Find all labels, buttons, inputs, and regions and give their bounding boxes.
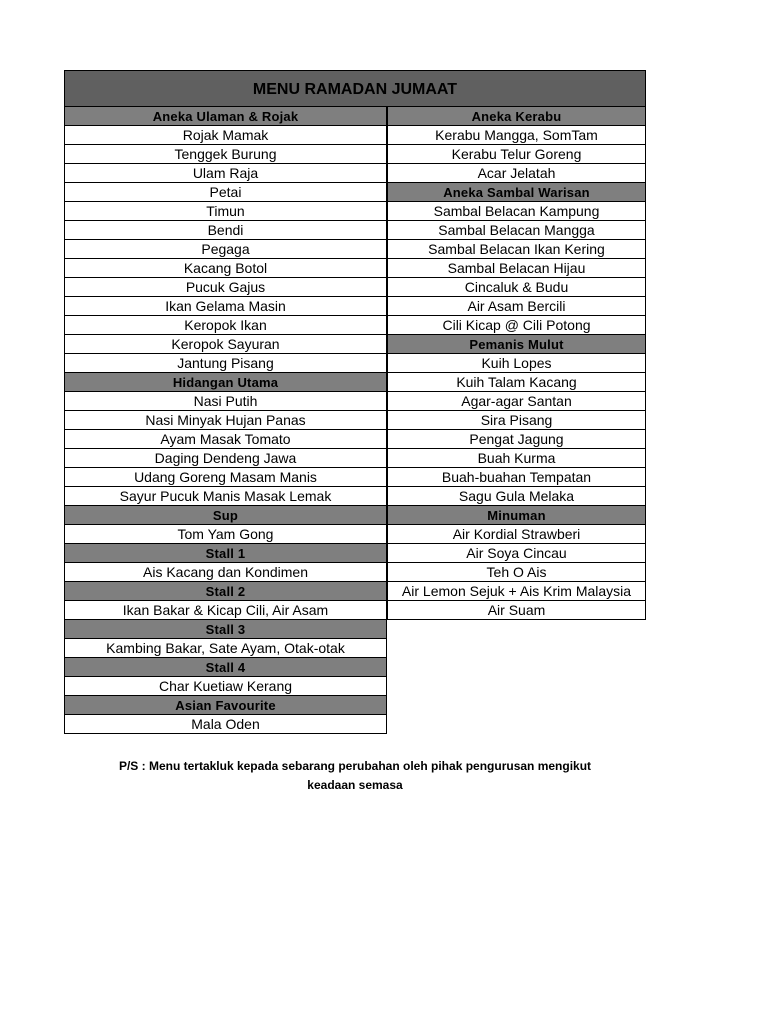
menu-item: Ais Kacang dan Kondimen xyxy=(65,563,387,582)
section-header: Minuman xyxy=(388,506,645,525)
menu-item: Nasi Putih xyxy=(65,392,387,411)
menu-title: MENU RAMADAN JUMAAT xyxy=(64,70,646,107)
menu-item: Pegaga xyxy=(65,240,387,259)
menu-item: Udang Goreng Masam Manis xyxy=(65,468,387,487)
menu-item: Tenggek Burung xyxy=(65,145,387,164)
menu-item: Kerabu Mangga, SomTam xyxy=(388,126,645,145)
menu-item: Acar Jelatah xyxy=(388,164,645,183)
menu-item: Keropok Sayuran xyxy=(65,335,387,354)
menu-item: Pengat Jagung xyxy=(388,430,645,449)
menu-item: Cili Kicap @ Cili Potong xyxy=(388,316,645,335)
section-header: Stall 3 xyxy=(65,620,387,639)
section-header: Aneka Sambal Warisan xyxy=(388,183,645,202)
menu-item: Sambal Belacan Mangga xyxy=(388,221,645,240)
menu-item: Timun xyxy=(65,202,387,221)
section-header: Stall 1 xyxy=(65,544,387,563)
menu-item: Daging Dendeng Jawa xyxy=(65,449,387,468)
menu-item: Sagu Gula Melaka xyxy=(388,487,645,506)
menu-item: Kuih Lopes xyxy=(388,354,645,373)
section-header: Aneka Ulaman & Rojak xyxy=(65,107,387,126)
section-header: Stall 2 xyxy=(65,582,387,601)
menu-item: Ikan Bakar & Kicap Cili, Air Asam xyxy=(65,601,387,620)
menu-item: Teh O Ais xyxy=(388,563,645,582)
menu-item: Air Soya Cincau xyxy=(388,544,645,563)
menu-columns xyxy=(64,107,646,734)
note-line-1: P/S : Menu tertakluk kepada sebarang perubahan oleh pihak pengurusan mengikut xyxy=(118,759,592,773)
menu-item: Air Asam Bercili xyxy=(388,297,645,316)
note-line-2: keadaan semasa xyxy=(307,778,403,792)
menu-item: Mala Oden xyxy=(65,715,387,734)
menu-item: Sambal Belacan Hijau xyxy=(388,259,645,278)
menu-item: Sayur Pucuk Manis Masak Lemak xyxy=(65,487,387,506)
right-column xyxy=(387,107,646,620)
menu-item: Ayam Masak Tomato xyxy=(65,430,387,449)
menu-item: Sambal Belacan Ikan Kering xyxy=(388,240,645,259)
section-header: Stall 4 xyxy=(65,658,387,677)
menu-item: Jantung Pisang xyxy=(65,354,387,373)
menu-item: Sira Pisang xyxy=(388,411,645,430)
menu-item: Pucuk Gajus xyxy=(65,278,387,297)
menu-item: Char Kuetiaw Kerang xyxy=(65,677,387,696)
menu-table xyxy=(64,70,646,734)
menu-item: Cincaluk & Budu xyxy=(388,278,645,297)
menu-item: Rojak Mamak xyxy=(65,126,387,145)
menu-item: Agar-agar Santan xyxy=(388,392,645,411)
menu-item: Air Suam xyxy=(388,601,645,620)
menu-item: Ulam Raja xyxy=(65,164,387,183)
menu-item: Kuih Talam Kacang xyxy=(388,373,645,392)
section-header: Hidangan Utama xyxy=(65,373,387,392)
menu-item: Kacang Botol xyxy=(65,259,387,278)
section-header: Aneka Kerabu xyxy=(388,107,645,126)
menu-item: Kambing Bakar, Sate Ayam, Otak-otak xyxy=(65,639,387,658)
disclaimer-note xyxy=(64,757,646,795)
menu-item: Buah-buahan Tempatan xyxy=(388,468,645,487)
section-header: Pemanis Mulut xyxy=(388,335,645,354)
menu-item: Sambal Belacan Kampung xyxy=(388,202,645,221)
section-header: Asian Favourite xyxy=(65,696,387,715)
section-header: Sup xyxy=(65,506,387,525)
menu-item: Air Kordial Strawberi xyxy=(388,525,645,544)
menu-item: Kerabu Telur Goreng xyxy=(388,145,645,164)
menu-item: Air Lemon Sejuk + Ais Krim Malaysia xyxy=(388,582,645,601)
menu-item: Buah Kurma xyxy=(388,449,645,468)
menu-item: Petai xyxy=(65,183,387,202)
menu-item: Keropok Ikan xyxy=(65,316,387,335)
left-column xyxy=(64,107,387,734)
menu-item: Tom Yam Gong xyxy=(65,525,387,544)
menu-item: Nasi Minyak Hujan Panas xyxy=(65,411,387,430)
menu-item: Ikan Gelama Masin xyxy=(65,297,387,316)
menu-item: Bendi xyxy=(65,221,387,240)
